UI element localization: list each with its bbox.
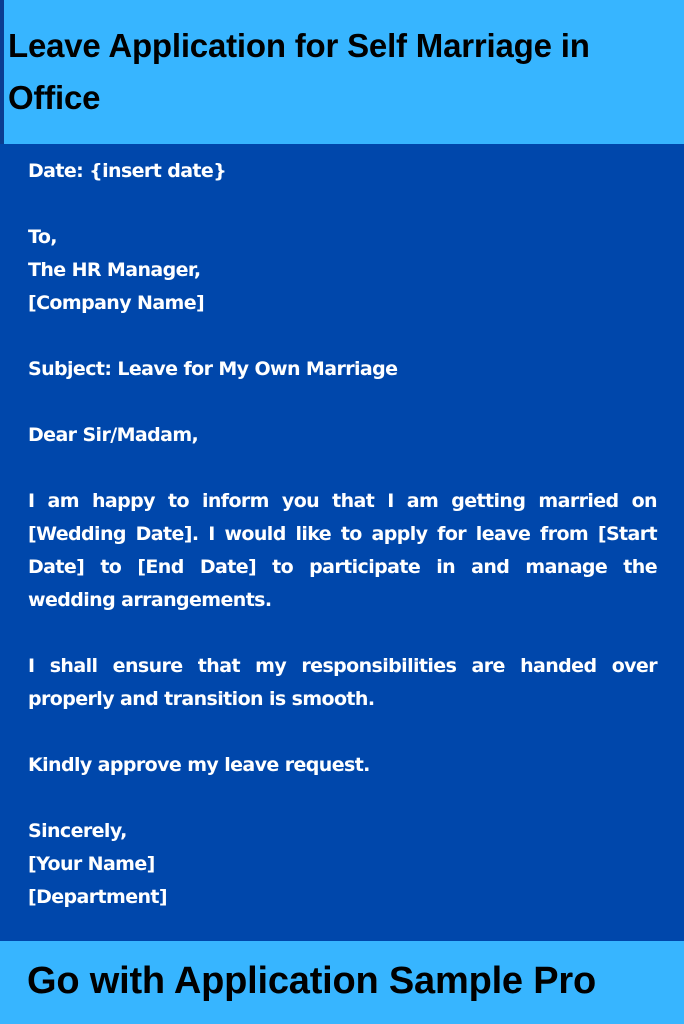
department-line: [Department] xyxy=(28,886,167,908)
letter-body xyxy=(28,155,657,914)
spacer xyxy=(28,617,657,650)
spacer xyxy=(28,716,657,749)
salutation-line: Dear Sir/Madam, xyxy=(28,424,199,446)
spacer xyxy=(28,782,657,815)
company-line: [Company Name] xyxy=(28,292,205,314)
page-title: Leave Application for Self Marriage in Office xyxy=(8,27,590,116)
header-banner xyxy=(0,0,684,144)
body-paragraph-2: I shall ensure that my responsibilities are handed over properly and transition is smooth. xyxy=(28,655,657,710)
footer-banner xyxy=(0,941,684,1024)
recipient-line: The HR Manager, xyxy=(28,259,201,281)
footer-text: Go with Application Sample Pro xyxy=(27,960,596,1002)
spacer xyxy=(28,386,657,419)
body-paragraph-1: I am happy to inform you that I am getting married on [Wedding Date]. I would like to apply for leave from [Start Date] to [End Date] to participate in and manage the wedding arrangements. xyxy=(28,490,657,611)
date-line: Date: {insert date} xyxy=(28,160,227,182)
spacer xyxy=(28,188,657,221)
to-line: To, xyxy=(28,226,57,248)
body-paragraph-3: Kindly approve my leave request. xyxy=(28,754,370,776)
spacer xyxy=(28,320,657,353)
spacer xyxy=(28,452,657,485)
closing-line: Sincerely, xyxy=(28,820,127,842)
name-line: [Your Name] xyxy=(28,853,155,875)
subject-line: Subject: Leave for My Own Marriage xyxy=(28,358,398,380)
